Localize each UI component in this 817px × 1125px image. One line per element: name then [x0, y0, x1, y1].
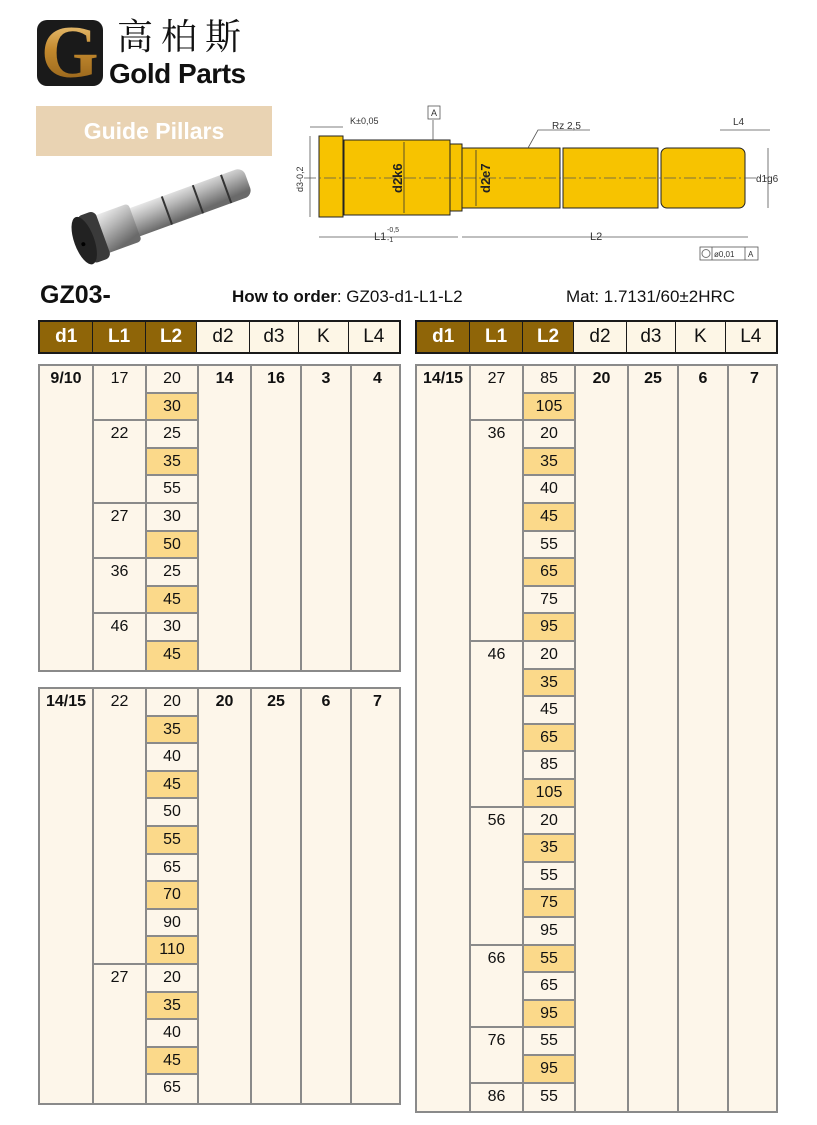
cell-l2: 25 — [147, 559, 197, 587]
cell-l4: 7 — [750, 370, 759, 387]
column-l1 — [471, 366, 524, 1111]
material-spec: Mat: 1.7131/60±2HRC — [566, 287, 736, 306]
column-d1 — [40, 689, 94, 1103]
cell-l2: 75 — [524, 587, 574, 615]
cell-d1: 14/15 — [45, 693, 87, 710]
cell-l1: 76 — [471, 1028, 522, 1083]
cell-l1: 66 — [471, 946, 522, 1029]
svg-text:ø0,01: ø0,01 — [714, 250, 735, 259]
cell-l2: 95 — [524, 918, 574, 946]
cell-l2: 40 — [147, 1020, 197, 1048]
column-d3 — [629, 366, 679, 1111]
svg-text:Rz 2,5: Rz 2,5 — [552, 121, 581, 132]
cell-l1: 86 — [487, 1087, 506, 1105]
column-k — [302, 689, 352, 1103]
cell-l2: 105 — [524, 394, 574, 422]
svg-text:d2e7: d2e7 — [478, 163, 493, 193]
cell-l1: 27 — [110, 969, 129, 986]
column-d3 — [252, 689, 302, 1103]
cell-l2: 20 — [524, 421, 574, 449]
cell-l2: 20 — [524, 642, 574, 670]
cell-l2: 75 — [524, 890, 574, 918]
svg-text:L2: L2 — [590, 231, 603, 243]
spec-table-d1-9-10 — [38, 364, 401, 672]
svg-text:-0,5: -0,5 — [387, 227, 400, 234]
column-header-l4: L4 — [740, 326, 762, 347]
column-header-l4: L4 — [363, 326, 385, 347]
cell-l2: 45 — [524, 504, 574, 532]
cell-l2: 55 — [524, 946, 574, 974]
cell-l1: 36 — [471, 421, 522, 642]
section-banner — [36, 106, 272, 156]
column-header-d1: d1 — [40, 322, 93, 352]
cell-l2: 55 — [147, 827, 197, 855]
cell-l2: 70 — [147, 882, 197, 910]
svg-text:d2k6: d2k6 — [390, 163, 405, 193]
svg-text:d3-0,2: d3-0,2 — [295, 166, 305, 192]
cell-l2: 20 — [147, 366, 197, 394]
technical-drawing — [290, 100, 790, 265]
spec-table-d1-14-15-a — [38, 687, 401, 1105]
cell-l2: 110 — [147, 937, 197, 965]
cell-l2: 50 — [147, 532, 197, 560]
svg-text:-1: -1 — [387, 237, 394, 244]
cell-l1: 22 — [94, 421, 145, 504]
cell-l2: 45 — [524, 697, 574, 725]
column-header-d2: d2 — [197, 322, 249, 352]
column-d1 — [40, 366, 94, 670]
cell-l2: 35 — [147, 717, 197, 745]
column-d2 — [199, 366, 252, 670]
cell-l1: 46 — [471, 642, 522, 808]
cell-l2: 35 — [524, 835, 574, 863]
cell-l2: 90 — [147, 910, 197, 938]
cell-k: 6 — [698, 370, 708, 387]
column-header-right — [415, 320, 778, 354]
svg-text:A: A — [431, 108, 438, 118]
column-l2 — [524, 366, 576, 1111]
cell-d2: 20 — [592, 370, 611, 387]
cell-l2: 45 — [147, 642, 197, 670]
spec-table-d1-14-15-b — [415, 364, 778, 1113]
column-header-d3: d3 — [250, 322, 299, 352]
column-header-d2: d2 — [574, 322, 626, 352]
cell-l2: 55 — [524, 1084, 574, 1112]
cell-l2: 35 — [147, 449, 197, 477]
product-code: GZ03- — [40, 281, 111, 309]
column-header-k: K — [299, 322, 348, 352]
column-d2 — [576, 366, 629, 1111]
cell-l2: 95 — [524, 614, 574, 642]
cell-l2: 65 — [147, 855, 197, 883]
column-d1 — [417, 366, 471, 1111]
column-header-left — [38, 320, 401, 354]
cell-l2: 20 — [524, 808, 574, 836]
cell-l4: 4 — [373, 370, 382, 387]
cell-l2: 35 — [147, 993, 197, 1021]
cell-l2: 30 — [147, 614, 197, 642]
column-l2 — [147, 366, 199, 670]
cell-d3: 16 — [267, 370, 285, 387]
cell-l2: 40 — [147, 744, 197, 772]
cell-l2: 65 — [524, 973, 574, 1001]
cell-l2: 65 — [524, 559, 574, 587]
banner-title: Guide Pillars — [83, 118, 225, 144]
cell-l2: 85 — [524, 366, 574, 394]
cell-d2: 14 — [215, 370, 234, 387]
guide-pillar-photo — [55, 160, 265, 265]
column-d2 — [199, 689, 252, 1103]
cell-l2: 25 — [147, 421, 197, 449]
cell-l2: 45 — [147, 587, 197, 615]
column-l4 — [729, 366, 780, 1111]
cell-l2: 65 — [147, 1075, 197, 1103]
column-l2 — [147, 689, 199, 1103]
cell-d2: 20 — [215, 693, 234, 710]
column-header-d1: d1 — [417, 322, 470, 352]
cell-l2: 20 — [147, 965, 197, 993]
column-header-l2: L2 — [523, 322, 574, 352]
cell-k: 6 — [321, 693, 331, 710]
svg-text:d1g6: d1g6 — [756, 174, 779, 185]
svg-text:L1: L1 — [374, 231, 387, 243]
logo-chinese-name: 高柏斯 — [117, 17, 250, 58]
cell-l2: 85 — [524, 752, 574, 780]
cell-l2: 35 — [524, 670, 574, 698]
cell-l2: 55 — [147, 476, 197, 504]
svg-text:A: A — [748, 250, 754, 259]
column-l1 — [94, 366, 147, 670]
cell-l2: 45 — [147, 772, 197, 800]
cell-l1: 46 — [110, 618, 129, 636]
column-l4 — [352, 689, 403, 1103]
cell-d1: 14/15 — [422, 370, 464, 387]
cell-l2: 20 — [147, 689, 197, 717]
cell-l2: 95 — [524, 1001, 574, 1029]
column-header-l1: L1 — [93, 322, 145, 352]
cell-l1: 36 — [94, 559, 145, 614]
column-l1 — [94, 689, 147, 1103]
cell-l2: 105 — [524, 780, 574, 808]
cell-l1: 56 — [471, 808, 522, 946]
svg-text:K±0,05: K±0,05 — [350, 116, 379, 126]
column-header-l2: L2 — [146, 322, 197, 352]
cell-l2: 40 — [524, 476, 574, 504]
column-k — [302, 366, 352, 670]
cell-l2: 50 — [147, 799, 197, 827]
how-to-order: How to order: GZ03-d1-L1-L2 — [232, 287, 463, 306]
cell-l2: 55 — [524, 532, 574, 560]
cell-l2: 45 — [147, 1048, 197, 1076]
logo-g-icon: G — [37, 20, 103, 86]
cell-l4: 7 — [373, 693, 382, 710]
logo-english-name: Gold Parts — [109, 58, 246, 89]
cell-l1: 22 — [94, 689, 145, 965]
cell-l2: 35 — [524, 449, 574, 477]
cell-l2: 95 — [524, 1056, 574, 1084]
column-header-d3: d3 — [627, 322, 676, 352]
cell-d1: 9/10 — [50, 370, 82, 387]
column-l4 — [352, 366, 403, 670]
column-k — [679, 366, 729, 1111]
column-header-l1: L1 — [470, 322, 522, 352]
cell-l2: 55 — [524, 863, 574, 891]
cell-l1: 17 — [94, 366, 145, 421]
cell-l1: 27 — [94, 504, 145, 559]
column-d3 — [252, 366, 302, 670]
svg-text:L4: L4 — [733, 117, 745, 128]
cell-l1: 27 — [471, 366, 522, 421]
gold-parts-logo — [37, 12, 277, 94]
cell-l2: 55 — [524, 1028, 574, 1056]
cell-l2: 65 — [524, 725, 574, 753]
cell-k: 3 — [321, 370, 331, 387]
cell-d3: 25 — [644, 370, 662, 387]
column-header-k: K — [676, 322, 725, 352]
cell-l2: 30 — [147, 394, 197, 422]
cell-d3: 25 — [267, 693, 285, 710]
cell-l2: 30 — [147, 504, 197, 532]
